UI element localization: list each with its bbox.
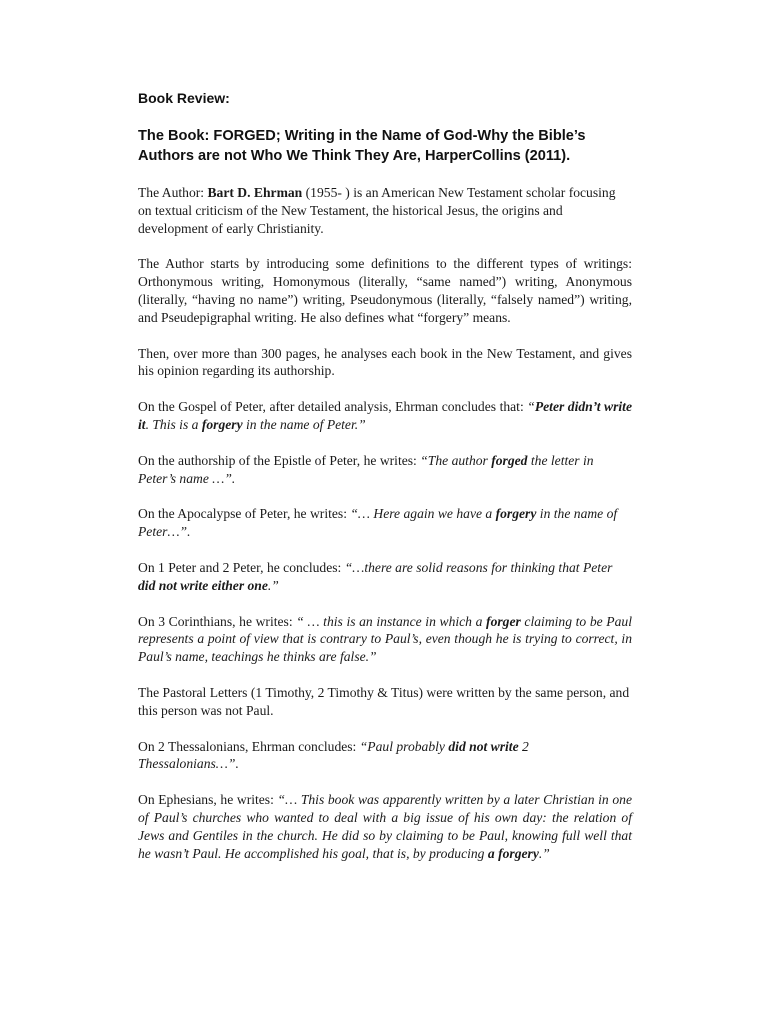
gospel-peter-quote-end: in the name of Peter.” bbox=[242, 416, 366, 432]
thessalonians-quote-end: 2 Thessalonians…”. bbox=[138, 738, 529, 772]
epistle-peter-paragraph bbox=[138, 452, 632, 488]
apocalypse-peter-emphasis: forgery bbox=[495, 506, 537, 522]
corinthians-emphasis: forger bbox=[486, 613, 521, 629]
thessalonians-paragraph bbox=[138, 738, 632, 774]
author-name: Bart D. Ehrman bbox=[207, 185, 303, 200]
thessalonians-quote-start: “Paul probably bbox=[359, 738, 449, 754]
apocalypse-peter-quote-end: in the name of Peter…”. bbox=[138, 506, 618, 540]
apocalypse-peter-quote-start: “… Here again we have a bbox=[350, 506, 496, 522]
epistle-peter-emphasis: forged bbox=[491, 452, 528, 468]
epistle-peter-quote-end: the letter in Peter’s name …”. bbox=[138, 452, 594, 486]
ephesians-quote-end: .” bbox=[538, 845, 550, 861]
corinthians-paragraph bbox=[138, 613, 632, 666]
book-title: The Book: FORGED; Writing in the Name of God-Why the Bible’s Authors are not Who We Think They Are, HarperCollins (2011). bbox=[138, 128, 586, 164]
author-prefix: The Author: bbox=[138, 185, 208, 200]
corinthians-quote-start: “ … this is an instance in which a bbox=[296, 613, 487, 629]
author-paragraph bbox=[138, 184, 632, 237]
gospel-peter-emphasis-2: forgery bbox=[201, 416, 243, 432]
document-page bbox=[138, 88, 632, 880]
peter-1-2-quote-start: “…there are solid reasons for thinking that Peter bbox=[344, 559, 613, 575]
gospel-peter-quote-mid: . This is a bbox=[145, 416, 202, 432]
apocalypse-peter-intro: On the Apocalypse of Peter, he writes: bbox=[138, 506, 351, 522]
section-heading: Book Review: bbox=[138, 90, 230, 106]
peter-1-2-paragraph bbox=[138, 559, 632, 595]
gospel-peter-quote-open: “ bbox=[527, 399, 535, 415]
gospel-peter-paragraph bbox=[138, 398, 632, 434]
epistle-peter-intro: On the authorship of the Epistle of Peter, he writes: bbox=[138, 452, 421, 468]
ephesians-paragraph bbox=[138, 791, 632, 862]
ephesians-emphasis: a forgery bbox=[487, 845, 539, 861]
ephesians-intro: On Ephesians, he writes: bbox=[138, 792, 278, 808]
peter-1-2-intro: On 1 Peter and 2 Peter, he concludes: bbox=[138, 559, 345, 575]
corinthians-intro: On 3 Corinthians, he writes: bbox=[138, 613, 297, 629]
ephesians-quote-start: “… This book was apparently written by a later Christian in one of Paul’s churches who wanted to deal with a big issue of his own day: the relation of Jews and Gentiles in the church. He did so by claiming to be Paul, knowing full well that he wasn’t Paul. He accomplished his goal, that is, by producing bbox=[138, 792, 633, 861]
apocalypse-peter-paragraph bbox=[138, 505, 632, 541]
gospel-peter-intro: On the Gospel of Peter, after detailed analysis, Ehrman concludes that: bbox=[138, 399, 528, 415]
definitions-paragraph: The Author starts by introducing some definitions to the different types of writings: Orthonymous writing, Homonymous (literally, “same named”) writing, Anonymous (literally, “having no name”) writing, Pseudonymous (literally, “falsely named”) writing, and Pseudepigraphal writing. He also defines what “forgery” means. bbox=[138, 256, 632, 325]
corinthians-quote-end: claiming to be Paul represents a point of view that is contrary to Paul’s, even though he is trying to correct, in Paul’s name, teachings he thinks are false.” bbox=[138, 613, 632, 665]
gospel-peter-emphasis-1: Peter didn’t write it bbox=[138, 399, 632, 432]
author-description: (1955- ) is an American New Testament scholar focusing on textual criticism of the New Testament, the historical Jesus, the origins and development of early Christianity. bbox=[138, 185, 616, 236]
peter-1-2-quote-end: .” bbox=[267, 577, 279, 593]
thessalonians-intro: On 2 Thessalonians, Ehrman concludes: bbox=[138, 738, 360, 754]
peter-1-2-emphasis: did not write either one bbox=[138, 577, 268, 593]
analysis-paragraph: Then, over more than 300 pages, he analyses each book in the New Testament, and gives his opinion regarding its authorship. bbox=[138, 345, 632, 379]
thessalonians-emphasis: did not write bbox=[448, 738, 519, 754]
epistle-peter-quote-start: “The author bbox=[420, 452, 492, 468]
pastoral-letters-paragraph: The Pastoral Letters (1 Timothy, 2 Timothy & Titus) were written by the same person, and this person was not Paul. bbox=[138, 684, 630, 718]
